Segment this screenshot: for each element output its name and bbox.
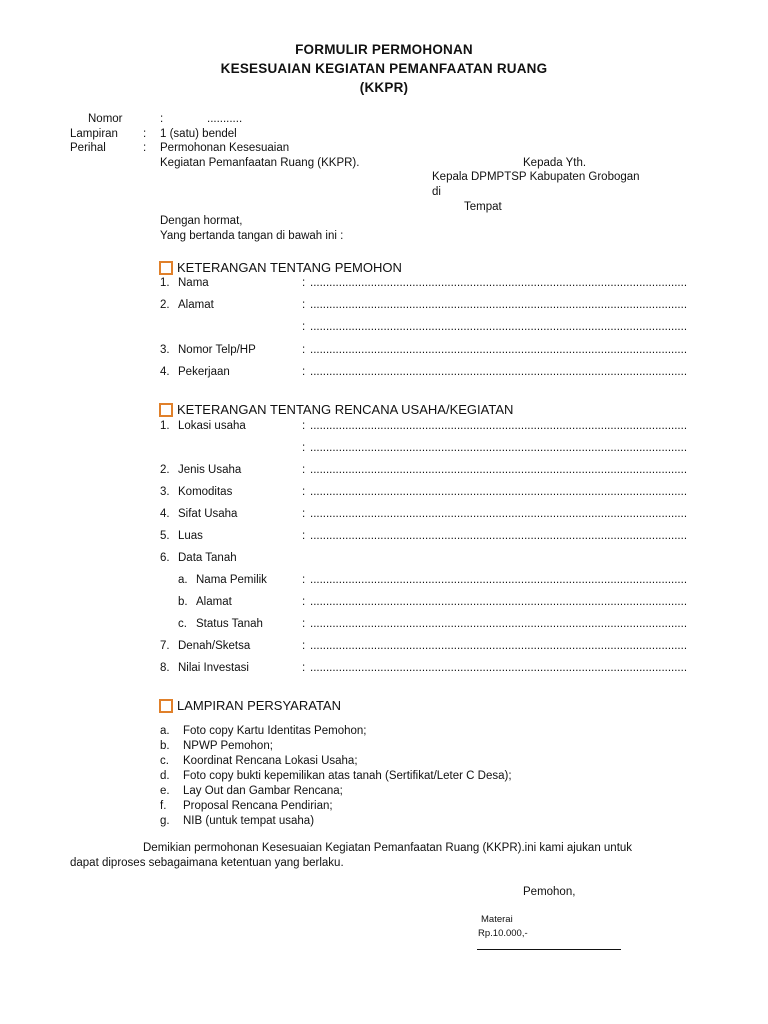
field-number: 2. <box>160 464 170 476</box>
perihal-label: Perihal <box>70 142 106 154</box>
requirement-text: Foto copy bukti kepemilikan atas tanah (Sertifikat/Leter C Desa); <box>183 770 512 782</box>
field-number: 8. <box>160 662 170 674</box>
field-label: Nilai Investasi <box>178 662 249 674</box>
field-number: 3. <box>160 486 170 498</box>
perihal-value-line2: Kegiatan Pemanfaatan Ruang (KKPR). <box>160 157 360 169</box>
field-colon: : <box>302 344 306 356</box>
requirement-letter: c. <box>160 755 169 767</box>
nomor-label: Nomor <box>88 113 123 125</box>
requirement-text: Foto copy Kartu Identitas Pemohon; <box>183 725 367 737</box>
field-colon: : <box>302 299 306 311</box>
field-label: Jenis Usaha <box>178 464 242 476</box>
fill-in-line[interactable] <box>310 344 688 356</box>
fill-in-line[interactable] <box>310 299 688 311</box>
field-label: Alamat <box>196 596 232 608</box>
recipient-line3: di <box>432 186 441 198</box>
pemohon-label: Pemohon, <box>523 886 576 898</box>
fill-in-line[interactable] <box>310 618 688 630</box>
field-label: Data Tanah <box>178 552 237 564</box>
fill-in-line[interactable] <box>310 596 688 608</box>
fill-in-line[interactable] <box>310 442 688 454</box>
materai-amount: Rp.10.000,- <box>478 928 528 939</box>
field-number: 7. <box>160 640 170 652</box>
field-label: Luas <box>178 530 203 542</box>
field-number: 2. <box>160 299 170 311</box>
fill-in-line[interactable] <box>310 321 688 333</box>
fill-in-line[interactable] <box>310 277 688 289</box>
lampiran-colon: : <box>143 128 147 140</box>
field-label: Sifat Usaha <box>178 508 238 520</box>
field-colon: : <box>302 366 306 378</box>
perihal-value-line1: Permohonan Kesesuaian <box>160 142 290 154</box>
fill-in-line[interactable] <box>310 420 688 432</box>
form-title-line1: FORMULIR PERMOHONAN <box>295 42 473 57</box>
field-label: Nama <box>178 277 209 289</box>
form-title-line3: (KKPR) <box>359 80 409 95</box>
fill-in-line[interactable] <box>310 366 688 378</box>
requirement-letter: g. <box>160 815 170 827</box>
field-number: 4. <box>160 508 170 520</box>
field-number: c. <box>178 618 187 630</box>
field-label: Lokasi usaha <box>178 420 246 432</box>
requirement-text: NIB (untuk tempat usaha) <box>183 815 315 827</box>
greeting-line1: Dengan hormat, <box>160 215 243 227</box>
greeting-line2: Yang bertanda tangan di bawah ini : <box>160 230 344 242</box>
perihal-colon: : <box>143 142 147 154</box>
field-colon: : <box>302 486 306 498</box>
fill-in-line[interactable] <box>310 464 688 476</box>
field-colon: : <box>302 574 306 586</box>
recipient-line1: Kepada Yth. <box>523 157 587 169</box>
field-colon: : <box>302 662 306 674</box>
field-number: 5. <box>160 530 170 542</box>
signature-line[interactable] <box>477 949 621 950</box>
requirement-text: Proposal Rencana Pendirian; <box>183 800 333 812</box>
section2-checkbox[interactable] <box>159 403 173 417</box>
field-label: Nama Pemilik <box>196 574 267 586</box>
field-number: a. <box>178 574 188 586</box>
field-label: Alamat <box>178 299 214 311</box>
field-number: 3. <box>160 344 170 356</box>
lampiran-label: Lampiran <box>70 128 118 140</box>
section1-checkbox[interactable] <box>159 261 173 275</box>
fill-in-line[interactable] <box>310 574 688 586</box>
field-label: Nomor Telp/HP <box>178 344 256 356</box>
field-colon: : <box>302 420 306 432</box>
closing-line2: dapat diproses sebagaimana ketentuan yang berlaku. <box>70 857 344 869</box>
section3-checkbox[interactable] <box>159 699 173 713</box>
field-colon: : <box>302 442 306 454</box>
recipient-line2: Kepala DPMPTSP Kabupaten Grobogan <box>432 171 640 183</box>
field-colon: : <box>302 640 306 652</box>
form-title-line2: KESESUAIAN KEGIATAN PEMANFAATAN RUANG <box>220 61 548 76</box>
field-number: 6. <box>160 552 170 564</box>
fill-in-line[interactable] <box>310 486 688 498</box>
requirement-letter: f. <box>160 800 167 812</box>
field-colon: : <box>302 508 306 520</box>
field-label: Pekerjaan <box>178 366 230 378</box>
requirement-letter: e. <box>160 785 170 797</box>
field-colon: : <box>302 321 306 333</box>
requirement-letter: b. <box>160 740 170 752</box>
lampiran-value: 1 (satu) bendel <box>160 128 237 140</box>
field-colon: : <box>302 277 306 289</box>
field-number: 4. <box>160 366 170 378</box>
requirement-text: Lay Out dan Gambar Rencana; <box>183 785 343 797</box>
fill-in-line[interactable] <box>310 640 688 652</box>
field-number: 1. <box>160 277 170 289</box>
nomor-value: ........... <box>207 113 243 125</box>
materai-label: Materai <box>481 914 513 925</box>
nomor-colon: : <box>160 113 164 125</box>
fill-in-line[interactable] <box>310 508 688 520</box>
requirement-letter: d. <box>160 770 170 782</box>
field-colon: : <box>302 596 306 608</box>
requirement-letter: a. <box>160 725 170 737</box>
section2-title: KETERANGAN TENTANG RENCANA USAHA/KEGIATAN <box>177 402 514 417</box>
fill-in-line[interactable] <box>310 662 688 674</box>
field-colon: : <box>302 618 306 630</box>
recipient-line4: Tempat <box>464 201 502 213</box>
section3-title: LAMPIRAN PERSYARATAN <box>177 698 341 713</box>
field-colon: : <box>302 464 306 476</box>
closing-line1: Demikian permohonan Kesesuaian Kegiatan Pemanfaatan Ruang (KKPR).ini kami ajukan untuk <box>143 842 633 854</box>
field-label: Status Tanah <box>196 618 263 630</box>
section1-title: KETERANGAN TENTANG PEMOHON <box>177 260 402 275</box>
field-colon: : <box>302 530 306 542</box>
fill-in-line[interactable] <box>310 530 688 542</box>
requirement-text: NPWP Pemohon; <box>183 740 273 752</box>
field-label: Denah/Sketsa <box>178 640 251 652</box>
field-number: b. <box>178 596 188 608</box>
requirement-text: Koordinat Rencana Lokasi Usaha; <box>183 755 358 767</box>
field-label: Komoditas <box>178 486 233 498</box>
field-number: 1. <box>160 420 170 432</box>
